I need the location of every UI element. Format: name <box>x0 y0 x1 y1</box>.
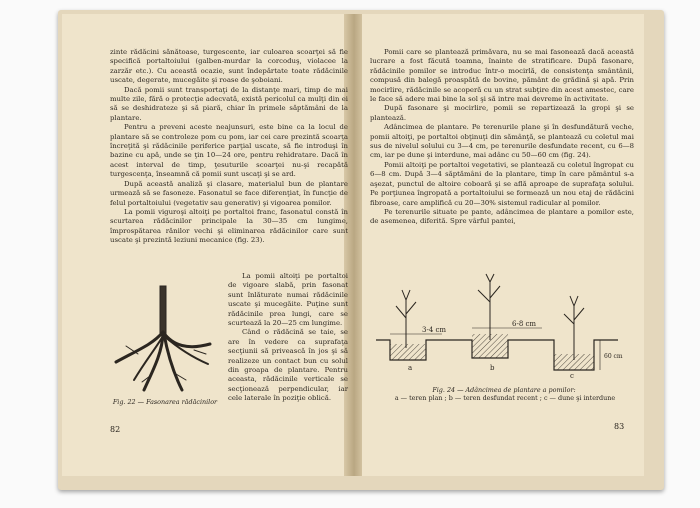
figure-label-b: b <box>490 364 495 372</box>
dimension-label: 6-8 cm <box>512 320 537 328</box>
paragraph: zinte rădăcini sănătoase, turgescente, iar culoarea scoarţei să fie specifică portaltoiului (galben-murdar la corcoduş, violacee la zarzăr etc.). Cu această ocazie, sunt îndepărtate toate rădăcinile uscate, degerate, mucegăite şi roase de şoboiani. <box>110 48 348 85</box>
paragraph: Când o rădăcină se taie, se are în vedere ca suprafaţa secţiunii să privească în jos şi să realizeze un contact bun cu solul din groapa de plantare. Pentru aceasta, rădăcinile verticale se secţionează perpendicular, iar cele laterale în poziţie oblică. <box>228 328 348 403</box>
dimension-label: 60 cm <box>604 353 623 360</box>
dimension-label: 3-4 cm <box>422 326 447 334</box>
figure-label-c: c <box>570 372 574 380</box>
paragraph: Adâncimea de plantare. Pe terenurile plane şi în desfundătură veche, pomii altoiţi, pe portaltoi obţinuţi din sămânţă, se plantează cu coletul mai sus de nivelul solului cu 3—4 cm, pe terenurile desfundate recent, cu 6—8 cm, iar pe dune şi interdune, mai adânc cu 50—60 cm (fig. 24). <box>370 123 634 160</box>
figure-caption-legend: a — teren plan ; b — teren desfundat recent ; c — dune şi interdune <box>394 394 616 402</box>
paragraph: După această analiză şi clasare, materialul bun de plantare urmează să se fasoneze. Fasonatul se face diferenţiat, în funcţie de felul portaltoiului (vegetativ sau generativ) şi vigoarea pomilor. <box>110 179 348 207</box>
paragraph: Pomii care se plantează primăvara, nu se mai fasonează dacă această lucrare a fost făcută toamna, înainte de stratificare. După fasonare, rădăcinile pomilor se introduc într-o mocirlă, de consistenţa smântânii, compusă din balegă proaspătă de bovine, pământ de grădină şi apă. Prin mocirlire, rădăcinile se acoperă cu un strat subţire din acest amestec, care le face să adere mai bine la sol şi să intre mai devreme în activitate. <box>370 48 634 104</box>
left-text-top <box>110 48 348 246</box>
paragraph: La pomii viguroşi altoiţi pe portaltoi franc, fasonatul constă în scurtarea rădăcinilor principale la 30—35 cm lungime, împrospătarea rănilor vechi şi eliminarea rădăcinilor care sunt uscate şi prezintă leziuni mecanice (fig. 23). <box>110 207 348 245</box>
left-text-side <box>228 272 348 404</box>
paragraph: La pomii altoiţi pe portaltoi de vigoare slabă, prin fasonat sunt înlăturate numai rădăcinile uscate şi mucegăite. Puţine sunt rădăcinile prea lungi, care se scurtează la 20—25 cm lungime. <box>228 272 348 328</box>
paragraph: Pentru a preveni aceste neajunsuri, este bine ca la locul de plantare să se controleze pom cu pom, iar cei care prezintă scoarţa încreţită şi rădăcinile periferice parţial uscate, să fie introduşi în bazine cu apă, unde se ţin 10—24 ore, pentru rehidratare. Dacă în acest interval de timp, ţesuturile scoarţei nu-şi recapătă turgescenţa, înseamnă că pomii sunt uscaţi şi se ard. <box>110 123 348 179</box>
figure-label-a: a <box>408 364 413 372</box>
paragraph: Dacă pomii sunt transportaţi de la distanţe mari, timp de mai multe zile, fără o protecţie adecvată, există pericolul ca mulţi din ei să se deshidrateze şi să piară, chiar în primele săptămâni de la plantare. <box>110 85 348 122</box>
figure-caption: Fig. 22 — Fasonarea rădăcinilor <box>112 398 218 406</box>
figure-caption: Fig. 24 — Adâncimea de plantare a pomilor: <box>432 386 576 394</box>
page-number: 82 <box>110 425 121 434</box>
paragraph: Pomii altoiţi pe portaltoi vegetativi, se plantează cu coletul îngropat cu 6—8 cm. După 3—4 săptămâni de la plantare, timp în care pământul s-a aşezat, punctul de altoire coboară şi se află aproape de suprafaţa solului. Pe porţiunea îngropată a portaltoiului se formează un nou etaj de rădăcini fibroase, care amplifică cu 20—30% sistemul radicular al pomilor. <box>370 160 634 207</box>
hole-a <box>390 344 426 360</box>
planting-depth-figure <box>372 272 634 380</box>
page-number: 83 <box>614 422 625 431</box>
paragraph: După fasonare şi mocirlire, pomii se repartizează la gropi şi se plantează. <box>370 104 634 122</box>
paragraph: Pe terenurile situate pe pante, adâncimea de plantare a pomilor este, de asemenea, diferită. Spre vârful pantei, <box>370 207 634 226</box>
root-pruning-figure <box>108 284 220 396</box>
right-text <box>370 48 634 227</box>
